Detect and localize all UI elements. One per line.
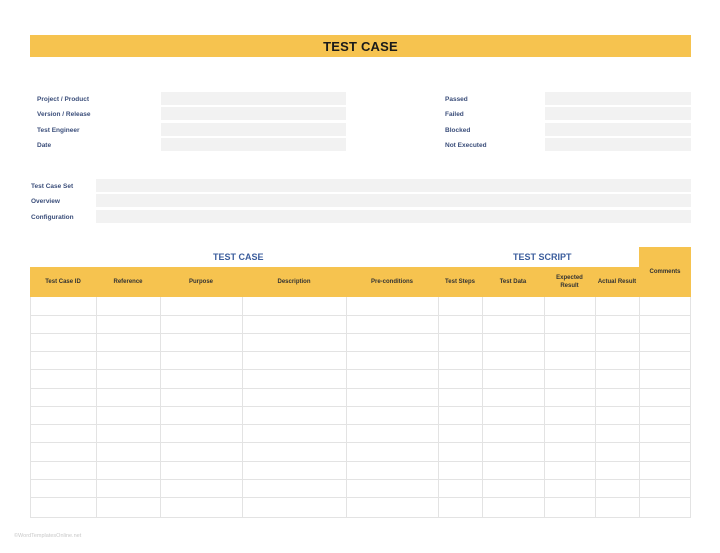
col-actual-result: Actual Result [597,279,637,285]
label-overview: Overview [31,198,60,205]
table-row[interactable] [30,369,691,370]
label-version-release: Version / Release [37,111,91,118]
blocked-field[interactable] [545,123,691,136]
table-row[interactable] [30,388,691,389]
column-divider [482,297,483,518]
column-divider [30,297,31,518]
column-divider [690,297,691,518]
col-comments: Comments [639,247,691,297]
table-row[interactable] [30,461,691,462]
table-header-row [30,267,639,297]
column-divider [544,297,545,518]
passed-field[interactable] [545,92,691,105]
column-divider [346,297,347,518]
not-executed-field[interactable] [545,138,691,151]
column-divider [242,297,243,518]
col-reference: Reference [113,279,143,285]
test-case-set-field[interactable] [96,179,691,192]
column-divider [595,297,596,518]
label-not-executed: Not Executed [445,142,487,149]
section-test-case: TEST CASE [213,252,264,262]
label-test-case-set: Test Case Set [31,183,74,190]
col-purpose: Purpose [188,279,213,285]
label-project-product: Project / Product [37,96,90,103]
watermark: ©WordTemplatesOnline.net [14,533,82,539]
col-expected-result: Expected Result [556,275,583,289]
label-blocked: Blocked [445,127,471,134]
column-divider [96,297,97,518]
table-row[interactable] [30,406,691,407]
label-configuration: Configuration [31,214,74,221]
table-row[interactable] [30,351,691,352]
col-test-steps: Test Steps [445,279,475,285]
column-divider [160,297,161,518]
table-row[interactable] [30,315,691,316]
configuration-field[interactable] [96,210,691,223]
table-row[interactable] [30,517,691,518]
table-row[interactable] [30,479,691,480]
table-row[interactable] [30,497,691,498]
table-row[interactable] [30,333,691,334]
page-title: TEST CASE [30,35,691,57]
label-date: Date [37,142,52,149]
overview-field[interactable] [96,194,691,207]
table-row[interactable] [30,424,691,425]
section-test-script: TEST SCRIPT [513,252,572,262]
label-test-engineer: Test Engineer [37,127,80,134]
date-field[interactable] [161,138,346,151]
failed-field[interactable] [545,107,691,120]
col-preconditions: Pre-conditions [370,279,413,285]
label-failed: Failed [445,111,464,118]
col-description: Description [277,279,311,285]
label-passed: Passed [445,96,468,103]
table-row[interactable] [30,442,691,443]
column-divider [438,297,439,518]
column-divider [639,297,640,518]
version-release-field[interactable] [161,107,346,120]
project-product-field[interactable] [161,92,346,105]
col-test-case-id: Test Case ID [45,279,81,285]
test-engineer-field[interactable] [161,123,346,136]
col-test-data: Test Data [499,279,527,285]
